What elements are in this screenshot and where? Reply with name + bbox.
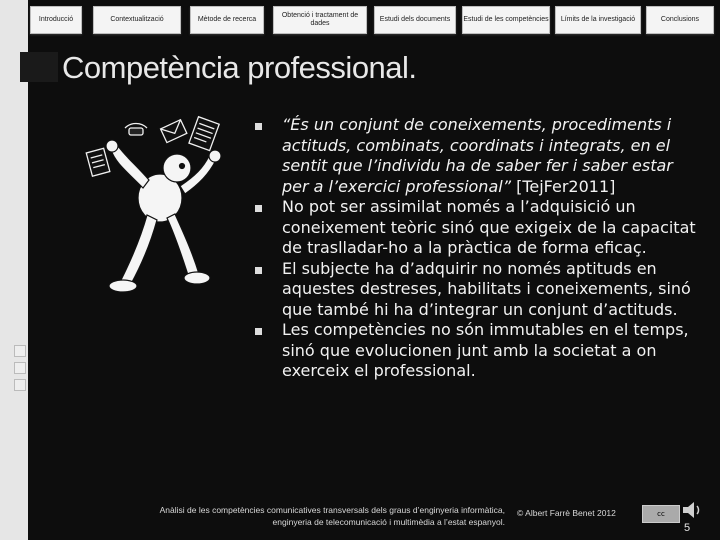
bullet-marker: [255, 267, 262, 274]
tab-metode-recerca[interactable]: Mètode de recerca: [190, 6, 264, 34]
license-badge[interactable]: cc: [642, 505, 680, 523]
slide-title: Competència professional.: [62, 50, 417, 85]
speaker-icon[interactable]: [681, 500, 703, 520]
tab-contextualitzacio[interactable]: Contextualització: [93, 6, 181, 34]
tab-estudi-competencies[interactable]: Estudi de les competències: [462, 6, 550, 34]
quote-text: “És un conjunt de coneixements, procediments i actituds, combinats, coordinats i integrats, en el sentit que l’individu ha de saber fer i saber estar per a l’exercici professional”: [282, 115, 673, 196]
title-marker: [20, 52, 58, 82]
decor-square: [14, 379, 26, 391]
bullet-marker: [255, 123, 262, 130]
bullet-marker: [255, 205, 262, 212]
decor-square: [14, 345, 26, 357]
bullet-list: [255, 115, 700, 382]
bullet-item: [255, 197, 700, 259]
bullet-item: [255, 259, 700, 321]
bullet-text: No pot ser assimilat només a l’adquisició un coneixement teòric sinó que exigeix de la capacitat de traslladar-ho a la pràctica de forma eficaç.: [282, 197, 696, 257]
juggling-figure-icon: [85, 110, 235, 300]
footer-line-2: enginyeria de telecomunicació i multimèdia a l’estat espanyol.: [272, 517, 505, 527]
quote-reference: [TejFer2011]: [510, 176, 616, 196]
page-number: 5: [684, 522, 691, 534]
bullet-text: El subjecte ha d’adquirir no només aptituds en aquestes destreses, habilitats i coneixements, sinó que també hi ha d’integrar un conjunt d’actituds.: [282, 258, 691, 319]
copyright: © Albert Farrè Benet 2012: [517, 508, 616, 518]
footer-text: [85, 504, 505, 528]
footer-line-1: Anàlisi de les competències comunicatives transversals dels graus d’enginyeria informàtica,: [159, 505, 505, 515]
tab-limits-investigacio[interactable]: Límits de la investigació: [555, 6, 641, 34]
tab-conclusions[interactable]: Conclusions: [646, 6, 714, 34]
bullet-item: [255, 115, 700, 197]
bullet-item: [255, 320, 700, 382]
bullet-marker: [255, 328, 262, 335]
bullet-text: Les competències no són immutables en el temps, sinó que evolucionen junt amb la societat a on exerceix el professional.: [282, 320, 689, 380]
tab-obtencio-dades[interactable]: Obtenció i tractament de dades: [273, 6, 367, 34]
decor-square: [14, 362, 26, 374]
tab-estudi-documents[interactable]: Estudi dels documents: [374, 6, 456, 34]
tab-introduccio[interactable]: Introducció: [30, 6, 82, 34]
